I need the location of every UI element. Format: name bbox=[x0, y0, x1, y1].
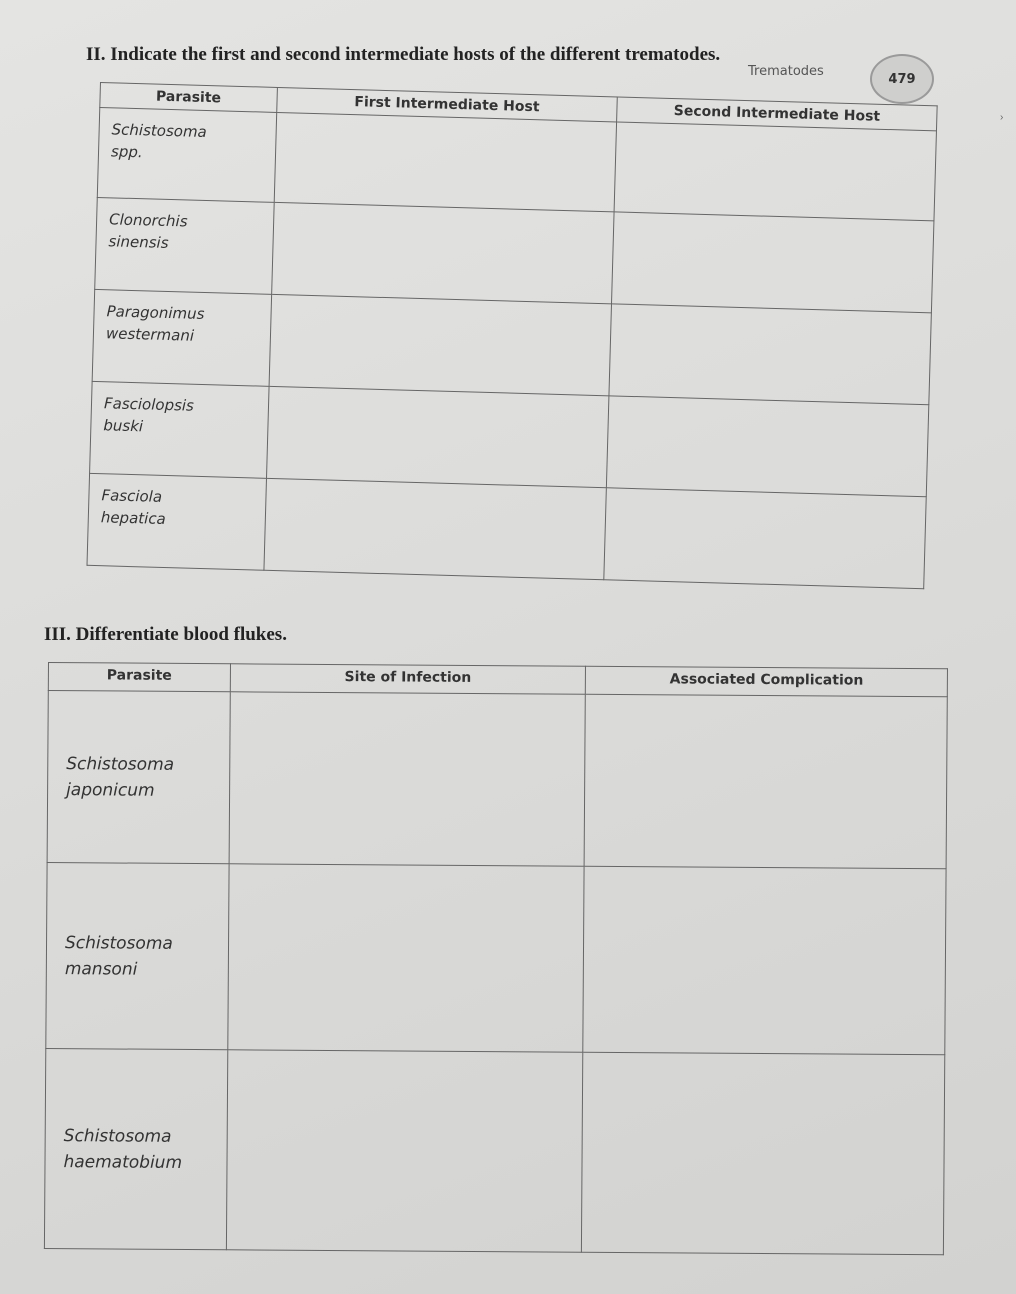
complication-answer-cell[interactable] bbox=[584, 694, 947, 869]
parasite-name-line2: mansoni bbox=[64, 958, 138, 980]
parasite-name-line2: sinensis bbox=[108, 232, 169, 252]
parasite-name-line1: Schistosoma bbox=[63, 1125, 172, 1147]
parasite-name-line1: Fasciola bbox=[101, 486, 163, 506]
second-host-answer-cell[interactable] bbox=[612, 212, 934, 313]
parasite-cell bbox=[87, 473, 266, 570]
table-row bbox=[46, 862, 946, 1054]
site-of-infection-answer-cell[interactable] bbox=[229, 692, 586, 866]
parasite-cell bbox=[47, 691, 230, 864]
column-header-second-host: Second Intermediate Host bbox=[617, 97, 937, 131]
table-row bbox=[44, 1048, 944, 1254]
parasite-name-line1: Paragonimus bbox=[106, 302, 205, 324]
parasite-name-line1: Schistosoma bbox=[111, 120, 208, 141]
parasite-name-line2: hepatica bbox=[100, 508, 167, 529]
parasite-name-line2: westermani bbox=[105, 324, 195, 345]
chapter-label: Trematodes bbox=[748, 64, 824, 79]
margin-mark: › bbox=[1000, 112, 1004, 123]
parasite-name-line1: Clonorchis bbox=[108, 210, 188, 231]
second-host-answer-cell[interactable] bbox=[604, 488, 926, 589]
site-of-infection-answer-cell[interactable] bbox=[228, 864, 585, 1052]
parasite-cell bbox=[44, 1048, 227, 1249]
parasite-name-line1: Schistosoma bbox=[66, 753, 175, 775]
column-header-site-of-infection: Site of Infection bbox=[230, 664, 586, 694]
parasite-name-line2: haematobium bbox=[63, 1151, 183, 1173]
complication-answer-cell[interactable] bbox=[583, 866, 946, 1055]
section2-heading: II. Indicate the first and second intermediate hosts of the different trematodes. bbox=[86, 44, 721, 65]
first-host-answer-cell[interactable] bbox=[264, 478, 607, 579]
complication-answer-cell[interactable] bbox=[582, 1052, 945, 1255]
parasite-name-line2: buski bbox=[103, 416, 144, 436]
parasite-name-line1: Schistosoma bbox=[64, 932, 173, 954]
table-row bbox=[47, 691, 947, 869]
site-of-infection-answer-cell[interactable] bbox=[226, 1050, 583, 1252]
parasite-cell bbox=[97, 108, 276, 203]
parasite-cell bbox=[95, 197, 274, 294]
intermediate-hosts-table bbox=[86, 82, 937, 589]
first-host-answer-cell[interactable] bbox=[274, 112, 617, 211]
first-host-answer-cell[interactable] bbox=[269, 294, 612, 395]
page-number-badge bbox=[870, 54, 934, 104]
column-header-first-host: First Intermediate Host bbox=[277, 87, 618, 121]
column-header-parasite: Parasite bbox=[100, 83, 277, 113]
column-header-parasite: Parasite bbox=[48, 663, 230, 692]
parasite-name-line1: Fasciolopsis bbox=[103, 394, 195, 415]
parasite-name-line2: spp. bbox=[110, 142, 143, 162]
parasite-cell bbox=[92, 289, 271, 386]
blood-flukes-table bbox=[44, 662, 948, 1255]
first-host-answer-cell[interactable] bbox=[271, 202, 614, 303]
second-host-answer-cell[interactable] bbox=[606, 396, 928, 497]
section3-heading: III. Differentiate blood flukes. bbox=[44, 624, 287, 645]
page-number: 479 bbox=[888, 71, 916, 87]
second-host-answer-cell[interactable] bbox=[609, 304, 931, 405]
second-host-answer-cell[interactable] bbox=[614, 122, 936, 221]
parasite-name-line2: japonicum bbox=[66, 779, 155, 801]
parasite-cell bbox=[90, 381, 269, 478]
parasite-cell bbox=[46, 862, 229, 1049]
column-header-associated-complication: Associated Complication bbox=[586, 666, 948, 697]
first-host-answer-cell[interactable] bbox=[266, 386, 609, 487]
